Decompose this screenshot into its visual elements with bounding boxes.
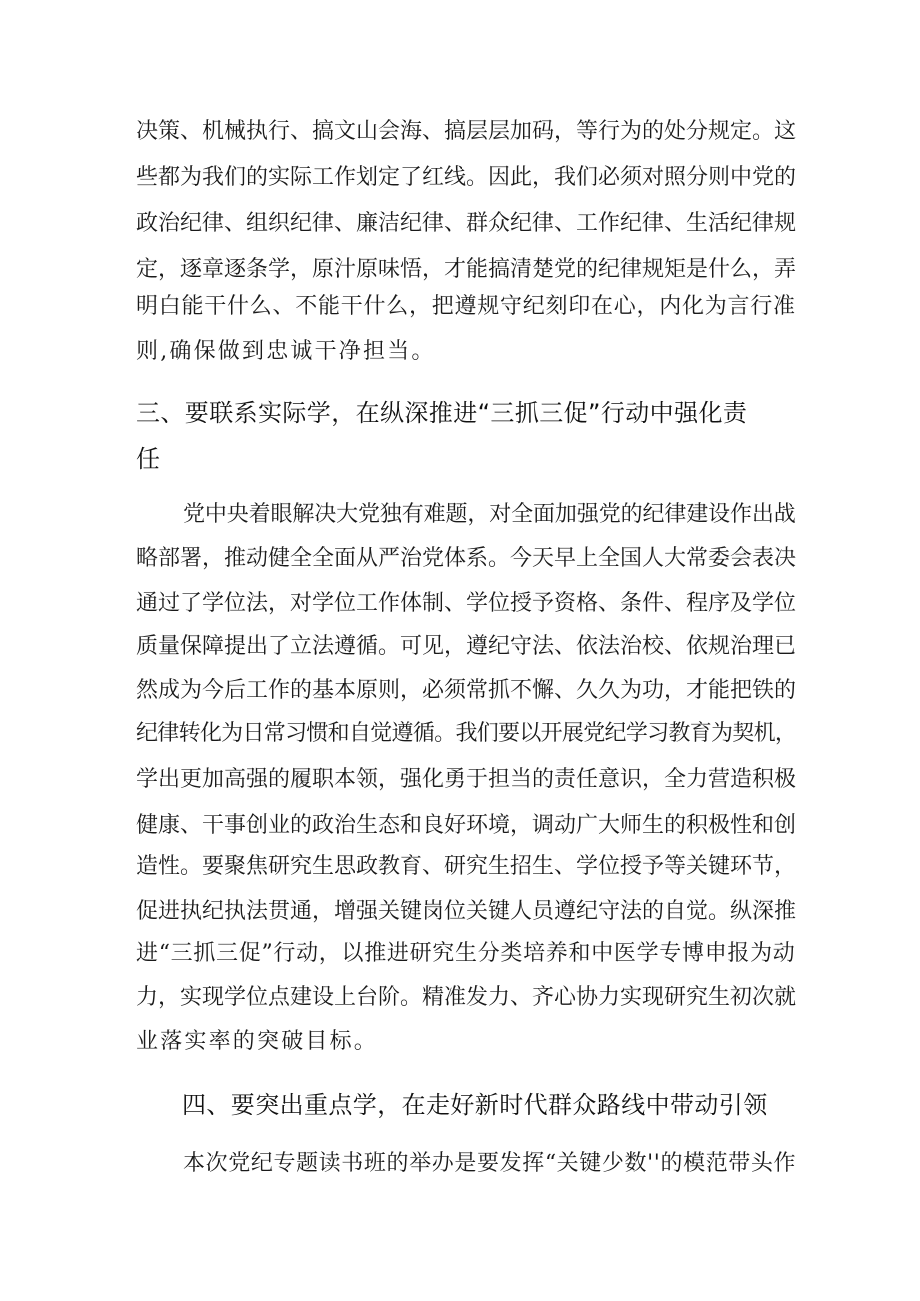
text-line: 略部署，推动健全全面从严治党体系。今天早上全国人大常委会表决 [136,546,797,571]
text-line: 然成为今后工作的基本原则，必须常抓不懈、久久为功，才能把铁的 [136,678,797,703]
section-heading-continued: 任 [136,445,161,473]
text-line: 明白能干什么、不能干什么，把遵规守纪刻印在心，内化为言行准 [136,294,796,319]
text-line: 健康、干事创业的政治生态和良好环境，调动广大师生的积极性和创 [136,813,797,838]
text-line: 些都为我们的实际工作划定了红线。因此，我们必须对照分则中党的 [136,165,797,190]
text-line: 决策、机械执行、搞文山会海、搞层层加码，等行为的处分规定。这 [136,119,797,144]
text-line: 造性。要聚焦研究生思政教育、研究生招生、学位授予等关键环节， [136,854,797,879]
text-line: 力，实现学位点建设上台阶。精准发力、齐心协力实现研究生初次就 [136,985,797,1010]
paragraph-first-line: 本次党纪专题读书班的举办是要发挥“关键少数''的模范带头作 [183,1151,797,1176]
section-heading: 三、要联系实际学，在纵深推进“三抓三促”行动中强化责 [136,399,748,427]
paragraph-first-line: 党中央着眼解决大党独有难题，对全面加强党的纪律建设作出战 [183,502,796,527]
text-line: 定，逐章逐条学，原汁原味悟，才能搞清楚党的纪律规矩是什么，弄 [136,257,797,282]
section-heading: 四、要突出重点学，在走好新时代群众路线中带动引领 [182,1091,768,1119]
text-line: 政治纪律、组织纪律、廉洁纪律、群众纪律、工作纪律、生活纪律规 [136,211,797,236]
text-line: 则,确保做到忠诚干净担当。 [136,339,436,364]
text-line: 进“三抓三促”行动，以推进研究生分类培养和中医学专博申报为动 [136,941,796,966]
text-line: 业落实率的突破目标。 [136,1029,379,1054]
text-line: 通过了学位法，对学位工作体制、学位授予资格、条件、程序及学位 [136,591,797,616]
text-line: 纪律转化为日常习惯和自觉遵循。我们要以开展党纪学习教育为契机， [136,721,797,746]
text-line: 促进执纪执法贯通，增强关键岗位关键人员遵纪守法的自觉。纵深推 [136,899,797,924]
text-line: 学出更加高强的履职本领，强化勇于担当的责任意识，全力营造积极 [136,767,797,792]
text-line: 质量保障提出了立法遵循。可见，遵纪守法、依法治校、依规治理已 [136,634,797,659]
